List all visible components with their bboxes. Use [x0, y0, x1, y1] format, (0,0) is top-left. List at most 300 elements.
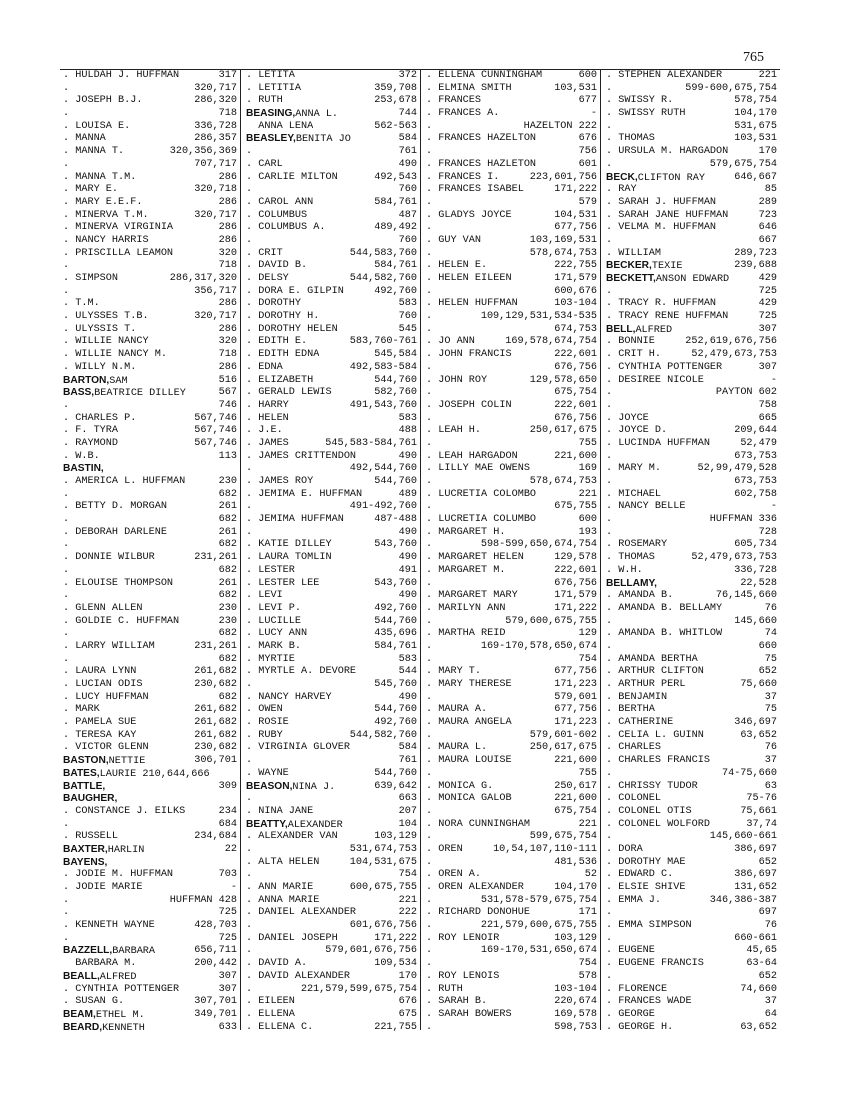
- entry-name: .: [426, 437, 433, 449]
- index-entry: [246, 336, 417, 349]
- entry-name: BARBARA M.: [63, 958, 137, 970]
- entry-name: .: [63, 907, 70, 919]
- surname: [63, 463, 104, 476]
- page-refs: 579: [578, 196, 597, 208]
- page-refs: 579,675,754: [709, 158, 777, 170]
- page-refs: 492,544,760: [349, 463, 417, 475]
- index-entry: [426, 552, 597, 565]
- page-refs: 22,528: [740, 577, 777, 589]
- page-refs: 544: [398, 666, 417, 678]
- page-refs: 103,129: [554, 932, 597, 944]
- page-refs: 222,601: [554, 349, 597, 361]
- entry-name: . LUCRETIA COLOMBO: [426, 488, 537, 500]
- given-name: ANSON EDWARD: [655, 274, 730, 285]
- page-refs: 677: [578, 95, 597, 107]
- entry-name: . EDITH E.: [246, 336, 308, 348]
- entry-name: .: [63, 564, 70, 576]
- entry-name: . MICHAEL: [606, 488, 662, 500]
- entry-name: . LUCY ANN: [246, 628, 308, 640]
- index-entry: [63, 628, 237, 641]
- index-entry: [606, 248, 777, 261]
- index-entry: [606, 641, 777, 654]
- page-refs: 239,688: [734, 260, 777, 272]
- page-refs: 663: [398, 793, 417, 805]
- index-entry: [606, 958, 777, 971]
- index-entry: [426, 273, 597, 286]
- index-entry: [426, 286, 597, 299]
- index-entry: [246, 565, 417, 578]
- index-entry: [246, 324, 417, 337]
- page-refs: 544,760: [374, 767, 417, 779]
- entry-name: . JODIE MARIE: [63, 882, 143, 893]
- entry-name: . LEAH HARGADON: [426, 450, 518, 462]
- page-refs: 579,601-602: [529, 729, 597, 741]
- entry-name: .: [63, 653, 70, 665]
- entry-name: . MARGARET MARY: [426, 590, 518, 602]
- page-refs: 567,746: [194, 437, 237, 449]
- index-entry: [246, 654, 417, 667]
- entry-name: .: [426, 361, 433, 373]
- index-entry: [606, 806, 777, 819]
- index-entry: [246, 184, 417, 197]
- page-refs: 63,652: [740, 1021, 777, 1033]
- page-refs: 490: [398, 552, 417, 564]
- page-refs: 754: [398, 869, 417, 881]
- entry-name: . DOROTHY H.: [246, 311, 320, 323]
- entry-name: . DANIEL JOSEPH: [246, 932, 338, 944]
- index-entry: [246, 463, 417, 476]
- entry-name: . LUCIAN ODIS: [63, 679, 143, 690]
- entry-name: . MARGARET M.: [426, 564, 506, 576]
- surname-text: BATTLE,: [63, 780, 106, 792]
- index-entry: [63, 159, 237, 172]
- index-entry: [63, 184, 237, 197]
- page-refs: -: [590, 108, 597, 120]
- index-entry: [246, 971, 417, 984]
- entry-name: . NORA CUNNINGHAM: [426, 818, 530, 830]
- entry-name: . DELSY: [246, 273, 289, 284]
- entry-name: . LUCILLE: [246, 615, 302, 627]
- index-heading: [63, 463, 237, 476]
- index-entry: [606, 375, 777, 388]
- index-entry: [246, 539, 417, 552]
- entry-name: . SUSAN G.: [63, 996, 125, 1008]
- entry-name: .: [426, 247, 433, 259]
- page-refs: 492,760: [374, 717, 417, 729]
- index-entry: [246, 387, 417, 400]
- entry-name: . MINERVA VIRGINIA: [63, 222, 174, 234]
- page-refs: 222,601: [554, 564, 597, 576]
- index-entry: [246, 438, 417, 451]
- page-refs: 359,708: [374, 82, 417, 94]
- page-refs: 756: [578, 146, 597, 158]
- index-entry: [426, 654, 597, 667]
- entry-name: . MARK: [63, 704, 100, 716]
- index-entry: [63, 996, 237, 1009]
- entry-name: . EDWARD C.: [606, 869, 674, 881]
- page-refs: 578,674,753: [529, 247, 597, 259]
- index-entry: [426, 628, 597, 641]
- index-entry: [246, 679, 417, 692]
- page-refs: 490: [398, 526, 417, 538]
- page-refs: 261,682: [194, 717, 237, 729]
- index-entry: [606, 70, 777, 83]
- index-entry: [606, 463, 777, 476]
- entry-name: . WILLIE NANCY M.: [63, 349, 167, 361]
- page-refs: 200,442: [194, 958, 237, 970]
- entry-name: . LETITIA: [246, 82, 302, 94]
- page-refs: 221: [398, 894, 417, 906]
- index-entry: [246, 895, 417, 908]
- index-entry: [246, 146, 417, 159]
- given-name: ETHEL M.: [95, 1009, 145, 1021]
- entry-name: . EMMA J.: [606, 894, 662, 906]
- index-entry: [606, 793, 777, 806]
- page-refs: 545,760: [374, 679, 417, 690]
- page-refs: 63-64: [746, 958, 777, 970]
- entry-name: . MAURA L.: [426, 742, 488, 754]
- index-entry: [426, 311, 597, 324]
- page-refs: 601,676,756: [349, 920, 417, 932]
- given-name: SAM: [109, 375, 128, 387]
- index-entry: [426, 121, 597, 134]
- index-entry: [246, 476, 417, 489]
- entry-name: . VICTOR GLENN: [63, 742, 149, 754]
- page-refs: 489,492: [374, 222, 417, 234]
- surname: [63, 755, 145, 768]
- index-entry: [246, 628, 417, 641]
- given-name: CLIFTON RAY: [637, 172, 705, 184]
- page-refs: 676: [398, 996, 417, 1008]
- entry-name: . FRANCES HAZELTON: [426, 133, 537, 145]
- index-entry: [606, 882, 777, 895]
- page-refs: 682: [218, 539, 237, 551]
- page-refs: 336,728: [734, 564, 777, 576]
- entry-name: . FRANCES A.: [426, 108, 500, 120]
- entry-name: . FLORENCE: [606, 983, 668, 995]
- page-refs: 52,99,479,528: [697, 463, 777, 475]
- page-refs: 221: [758, 70, 777, 81]
- given-name: BENITA JO: [295, 134, 351, 146]
- index-entry: [606, 755, 777, 768]
- index-entry: [246, 945, 417, 958]
- entry-name: . JOHN ROY: [426, 374, 488, 386]
- page-refs: 602,758: [734, 488, 777, 500]
- index-entry: [426, 108, 597, 121]
- page-refs: 545,583-584,761: [325, 437, 417, 449]
- index-entry: [63, 869, 237, 882]
- index-entry: [246, 552, 417, 565]
- page-refs: 697: [758, 907, 777, 919]
- index-entry: [606, 413, 777, 426]
- page-refs: 307: [758, 361, 777, 373]
- entry-name: . ROSEMARY: [606, 539, 668, 551]
- entry-name: . JEMIMA HUFFMAN: [246, 514, 344, 526]
- entry-name: .: [246, 920, 253, 932]
- entry-name: . GEORGE H.: [606, 1021, 674, 1033]
- index-heading: [246, 781, 417, 794]
- entry-name: .: [606, 514, 613, 526]
- surname: [63, 387, 186, 400]
- page-refs: 209,644: [734, 425, 777, 437]
- entry-name: .: [426, 856, 433, 868]
- index-entry: [606, 666, 777, 679]
- entry-name: . MARY E.: [63, 184, 119, 196]
- page-refs: 583: [398, 298, 417, 310]
- index-entry: [246, 1009, 417, 1022]
- surname-text: BEATTY,: [246, 818, 288, 830]
- index-entry: [426, 616, 597, 629]
- index-entry: [426, 742, 597, 755]
- index-entry: [426, 704, 597, 717]
- entry-name: .: [426, 831, 433, 843]
- page-refs: 37: [764, 691, 777, 703]
- surname-text: BASS,: [63, 387, 95, 399]
- entry-name: . MANNA T.: [63, 146, 125, 158]
- index-entry: [246, 514, 417, 527]
- index-entry: [606, 552, 777, 565]
- page-refs: 490: [398, 158, 417, 170]
- entry-name: .: [63, 108, 70, 120]
- page-refs: 320: [218, 336, 237, 348]
- index-entry: [63, 260, 237, 273]
- index-entry: [606, 286, 777, 299]
- index-entry: [606, 742, 777, 755]
- page-refs: 76: [764, 920, 777, 932]
- page-refs: 579,601: [554, 691, 597, 703]
- page-refs: 652: [758, 970, 777, 982]
- index-entry: [246, 311, 417, 324]
- page-refs: 435,696: [374, 628, 417, 640]
- entry-name: .: [246, 463, 253, 475]
- index-entry: [63, 362, 237, 375]
- page-refs: 578,674,753: [529, 476, 597, 487]
- page-refs: 64: [764, 1008, 777, 1020]
- index-heading: [63, 793, 237, 806]
- page-refs: 286: [218, 171, 237, 183]
- entry-name: .: [246, 501, 253, 513]
- index-entry: [246, 400, 417, 413]
- index-entry: [606, 945, 777, 958]
- index-entry: [426, 438, 597, 451]
- index-entry: [426, 349, 597, 362]
- entry-name: .: [606, 234, 613, 246]
- index-heading: [606, 324, 777, 337]
- entry-name: .: [246, 234, 253, 246]
- index-heading: [63, 857, 237, 870]
- index-entry: [63, 590, 237, 603]
- entry-name: . DAVID B.: [246, 260, 308, 272]
- index-entry: [246, 527, 417, 540]
- index-entry: [63, 349, 237, 362]
- page-refs: 386,697: [734, 843, 777, 855]
- page-refs: 660-661: [734, 932, 777, 944]
- page-refs: 169,578,674,754: [505, 336, 597, 348]
- page-refs: 261,682: [194, 704, 237, 716]
- given-name: KENNETH: [102, 1022, 145, 1034]
- given-name: TEXIE: [651, 261, 683, 273]
- index-entry: [426, 425, 597, 438]
- page-refs: 221,600: [554, 755, 597, 767]
- entry-name: . CARLIE MILTON: [246, 171, 338, 183]
- index-entry: [63, 730, 237, 743]
- index-entry: [246, 95, 417, 108]
- page-refs: 633: [218, 1021, 237, 1033]
- index-entry: [606, 311, 777, 324]
- index-entry: [246, 83, 417, 96]
- page-refs: 286: [218, 234, 237, 246]
- page-refs: 286: [218, 298, 237, 310]
- index-entry: [606, 514, 777, 527]
- surname: [63, 1009, 145, 1022]
- page-refs: 677,756: [554, 704, 597, 716]
- index-entry: [246, 413, 417, 426]
- entry-name: .: [63, 539, 70, 551]
- page-refs: HUFFMAN 428: [169, 894, 237, 906]
- page-refs: 682: [218, 691, 237, 703]
- page-refs: 584,761: [374, 196, 417, 208]
- page-refs: 584,761: [374, 640, 417, 652]
- index-entry: [606, 184, 777, 197]
- entry-name: . ANNA MARIE: [246, 894, 320, 906]
- entry-name: . HELEN E.: [426, 260, 488, 272]
- entry-name: . ULYSSES T.B.: [63, 311, 149, 323]
- entry-name: .: [246, 945, 253, 957]
- index-entry: [63, 83, 237, 96]
- page-refs: 490: [398, 450, 417, 462]
- index-entry: [63, 172, 237, 185]
- page-refs: 490: [398, 691, 417, 703]
- index-columns: [60, 69, 780, 1034]
- index-entry: [426, 920, 597, 933]
- index-entry: [426, 793, 597, 806]
- index-entry: [606, 831, 777, 844]
- index-entry: [426, 679, 597, 692]
- page-refs: 601: [578, 158, 597, 170]
- entry-name: . LESTER LEE: [246, 577, 320, 589]
- entry-name: . OWEN: [246, 704, 283, 716]
- page-refs: -: [230, 882, 237, 893]
- entry-name: . CHARLES P.: [63, 412, 137, 424]
- surname-text: BASTIN,: [63, 463, 104, 475]
- entry-name: .: [606, 387, 613, 399]
- index-entry: [426, 933, 597, 946]
- entry-name: . LUCY HUFFMAN: [63, 691, 149, 703]
- entry-name: . W.B.: [63, 450, 100, 462]
- index-entry: [63, 920, 237, 933]
- entry-name: . DOROTHY MAE: [606, 856, 686, 868]
- page-refs: 171,222: [374, 932, 417, 944]
- index-entry: [606, 692, 777, 705]
- page-refs: 544,583,760: [349, 247, 417, 259]
- page-refs: 516: [218, 374, 237, 386]
- index-entry: [246, 844, 417, 857]
- page-refs: 37: [764, 755, 777, 767]
- page-refs: 129,578,650: [529, 374, 597, 386]
- page-refs: 652: [758, 856, 777, 868]
- page-refs: 171,222: [554, 184, 597, 196]
- index-entry: [63, 311, 237, 324]
- page-refs: 171,579: [554, 273, 597, 284]
- page-refs: 760: [398, 311, 417, 323]
- page-refs: 75-76: [746, 793, 777, 805]
- index-entry: [606, 1022, 777, 1035]
- page-refs: 707,717: [194, 158, 237, 170]
- page-refs: 169,578: [554, 1008, 597, 1020]
- entry-name: . DOROTHY: [246, 298, 302, 310]
- entry-name: .: [246, 184, 253, 196]
- entry-name: . ROY LENOIS: [426, 970, 500, 982]
- entry-name: .: [426, 146, 433, 158]
- page-refs: 682: [218, 514, 237, 526]
- index-entry: [426, 70, 597, 83]
- page-refs: 104,170: [554, 882, 597, 893]
- index-entry: [246, 489, 417, 502]
- entry-name: .: [426, 222, 433, 234]
- page-refs: 600: [578, 514, 597, 526]
- entry-name: . LESTER: [246, 564, 295, 576]
- entry-name: . DONNIE WILBUR: [63, 552, 155, 564]
- page-refs: 76,145,660: [715, 590, 777, 602]
- entry-name: . COLUMBUS A.: [246, 222, 326, 234]
- index-entry: [246, 222, 417, 235]
- page-refs: 74,660: [740, 983, 777, 995]
- entry-name: . FRANCES HAZLETON: [426, 158, 537, 170]
- index-entry: [606, 146, 777, 159]
- entry-name: .: [606, 932, 613, 944]
- page-refs: 289: [758, 196, 777, 208]
- index-entry: [426, 527, 597, 540]
- entry-name: . ANN MARIE: [246, 882, 314, 893]
- page-refs: 703: [218, 869, 237, 881]
- surname-text: BECKETT,: [606, 273, 656, 284]
- entry-name: . ARTHUR PERL: [606, 679, 686, 690]
- entry-name: . SARAH B.: [426, 996, 488, 1008]
- page-refs: 306,701: [194, 755, 237, 767]
- index-heading: [246, 133, 417, 146]
- entry-name: .: [246, 869, 253, 881]
- entry-name: .: [606, 120, 613, 132]
- index-entry: [426, 235, 597, 248]
- index-entry: [426, 971, 597, 984]
- page-refs: 171,579: [554, 590, 597, 602]
- entry-name: . HELEN: [246, 412, 289, 424]
- entry-name: . LARRY WILLIAM: [63, 640, 155, 652]
- page-refs: 755: [578, 767, 597, 779]
- surname: [63, 375, 128, 388]
- page-refs: 755: [578, 437, 597, 449]
- given-name: LAURIE 210,644,666: [99, 768, 210, 780]
- index-entry: [426, 133, 597, 146]
- given-name: ANNA L.: [295, 109, 339, 121]
- entry-name: . MAURA ANGELA: [426, 717, 512, 729]
- page-refs: 677,756: [554, 222, 597, 234]
- index-entry: [246, 210, 417, 223]
- surname-text: BECKER,: [606, 260, 652, 272]
- given-name: HARLIN: [107, 844, 145, 856]
- index-column-1: [60, 70, 240, 1034]
- index-column-2: [240, 70, 420, 1033]
- page-refs: 492,760: [374, 602, 417, 614]
- page-refs: 599-600,675,754: [685, 82, 777, 94]
- page-refs: 346,386-387: [709, 894, 777, 906]
- entry-name: . URSULA M. HARGADON: [606, 146, 729, 158]
- entry-name: .: [426, 640, 433, 652]
- index-entry: [606, 121, 777, 134]
- page-refs: 746: [218, 399, 237, 411]
- entry-name: . T.M.: [63, 298, 100, 310]
- entry-name: . DESIREE NICOLE: [606, 374, 704, 386]
